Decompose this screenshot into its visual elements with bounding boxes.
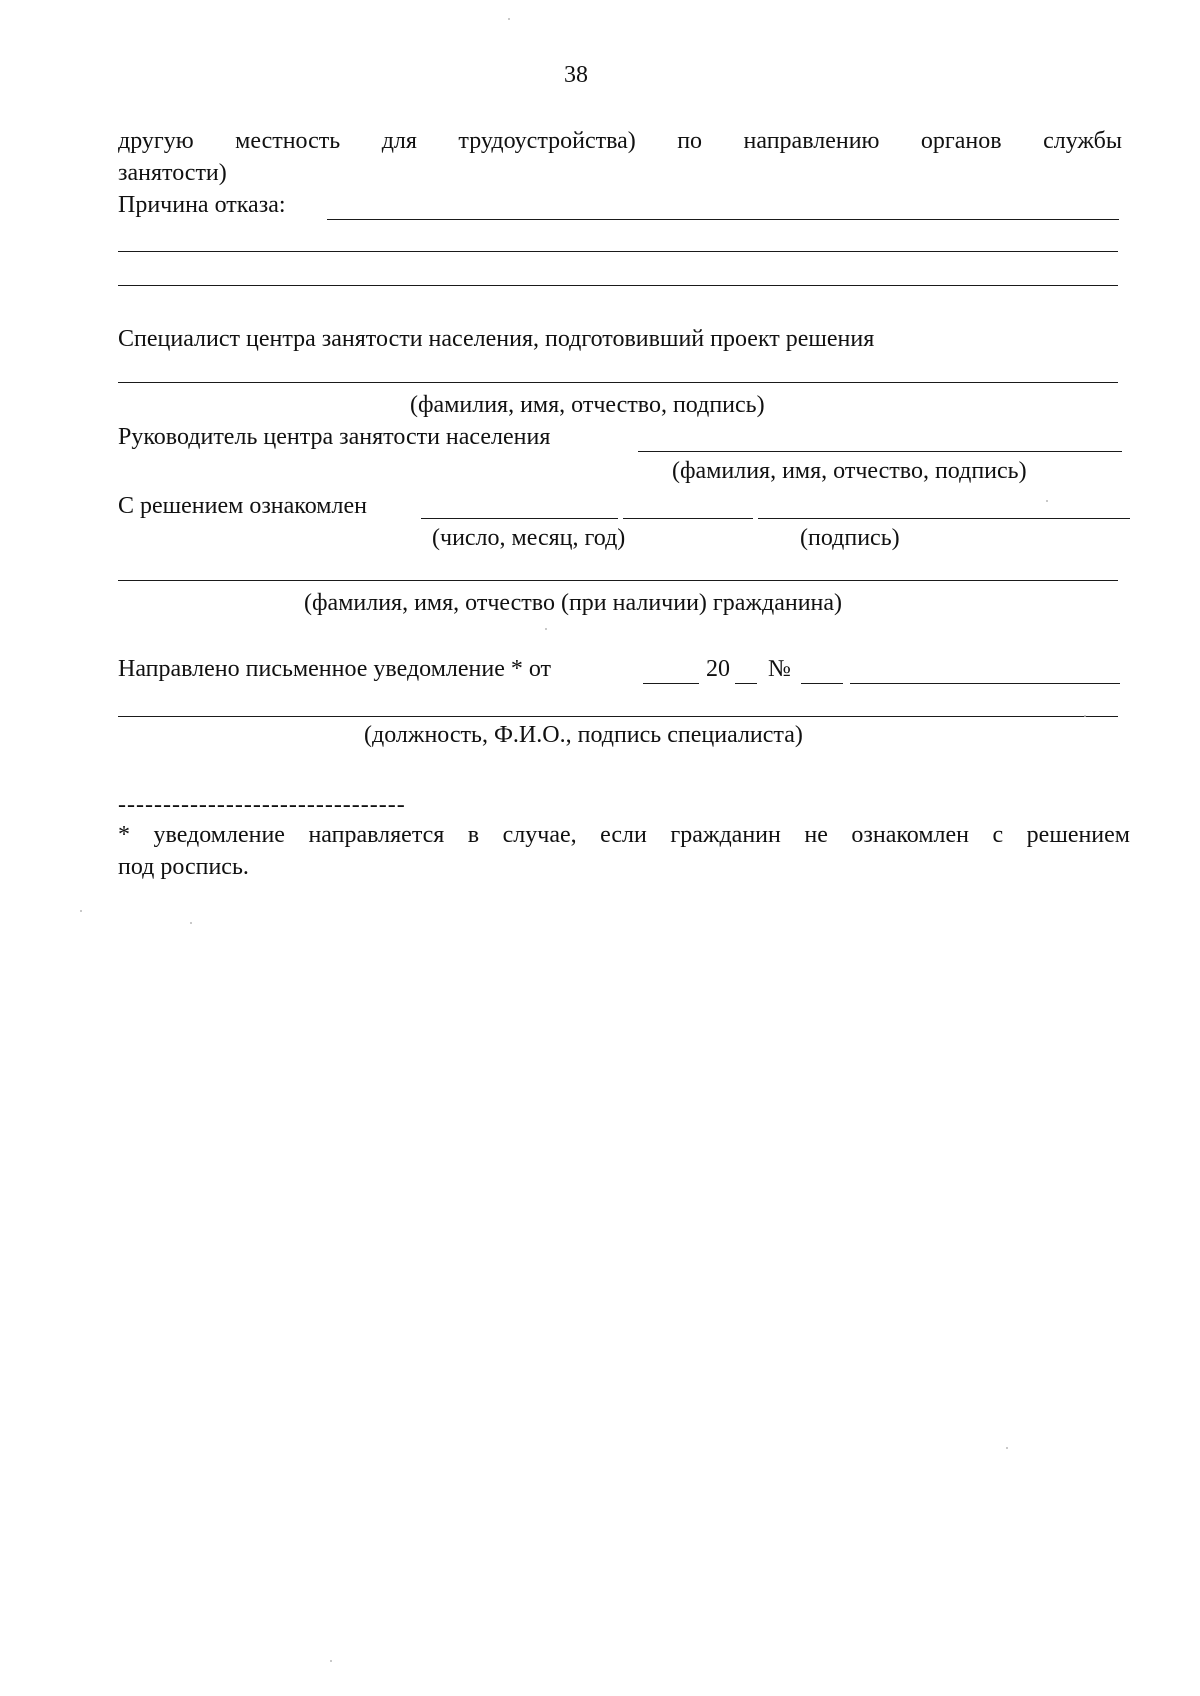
- head-label: Руководитель центра занятости населения: [118, 424, 551, 450]
- date-caption: (число, месяц, год): [432, 525, 626, 551]
- specialist-label: Специалист центра занятости населения, подготовивший проект решения: [118, 326, 875, 352]
- footnote-line-1: * уведомление направляется в случае, если гражданин не ознакомлен с решением: [118, 822, 1130, 848]
- notice-year-prefix: 20: [706, 656, 730, 682]
- head-caption: (фамилия, имя, отчество, подпись): [672, 458, 1027, 484]
- scan-speck: [190, 922, 192, 924]
- acquainted-label: С решением ознакомлен: [118, 493, 367, 519]
- footnote-separator: --------------------------------: [118, 792, 406, 818]
- citizen-name-line[interactable]: [118, 580, 1118, 581]
- official-caption: (должность, Ф.И.О., подпись специалиста): [364, 722, 803, 748]
- official-signature-line[interactable]: [118, 716, 1118, 717]
- acquainted-signature-line[interactable]: [758, 518, 1130, 519]
- notice-label: Направлено письменное уведомление * от: [118, 656, 552, 682]
- specialist-signature-line[interactable]: [118, 382, 1118, 383]
- refusal-reason-label: Причина отказа:: [118, 192, 286, 218]
- scan-speck: [1084, 715, 1086, 717]
- refusal-reason-line-1[interactable]: [327, 219, 1119, 220]
- signature-caption: (подпись): [800, 525, 900, 551]
- notice-number-sign: №: [768, 656, 791, 682]
- head-signature-line[interactable]: [638, 451, 1122, 452]
- notice-year-line[interactable]: [735, 683, 757, 684]
- scan-speck: [1006, 1447, 1008, 1449]
- specialist-caption: (фамилия, имя, отчество, подпись): [410, 392, 765, 418]
- notice-extra-line[interactable]: [850, 683, 1120, 684]
- refusal-reason-line-2[interactable]: [118, 251, 1118, 252]
- scan-speck: [1046, 500, 1048, 502]
- notice-number-line[interactable]: [801, 683, 843, 684]
- refusal-reason-line-3[interactable]: [118, 285, 1118, 286]
- scan-speck: [330, 1660, 332, 1662]
- scan-speck: [80, 910, 82, 912]
- footnote-line-2: под роспись.: [118, 854, 249, 880]
- acquainted-date-line-2[interactable]: [623, 518, 753, 519]
- page-number: 38: [564, 62, 588, 88]
- acquainted-date-line[interactable]: [421, 518, 618, 519]
- scan-speck: [545, 628, 547, 630]
- citizen-caption: (фамилия, имя, отчество (при наличии) гражданина): [304, 590, 843, 616]
- scan-speck: [508, 18, 510, 20]
- continuation-line-1: другую местность для трудоустройства) по направлению органов службы: [118, 128, 1122, 154]
- continuation-line-2: занятости): [118, 160, 227, 186]
- notice-date-line[interactable]: [643, 683, 699, 684]
